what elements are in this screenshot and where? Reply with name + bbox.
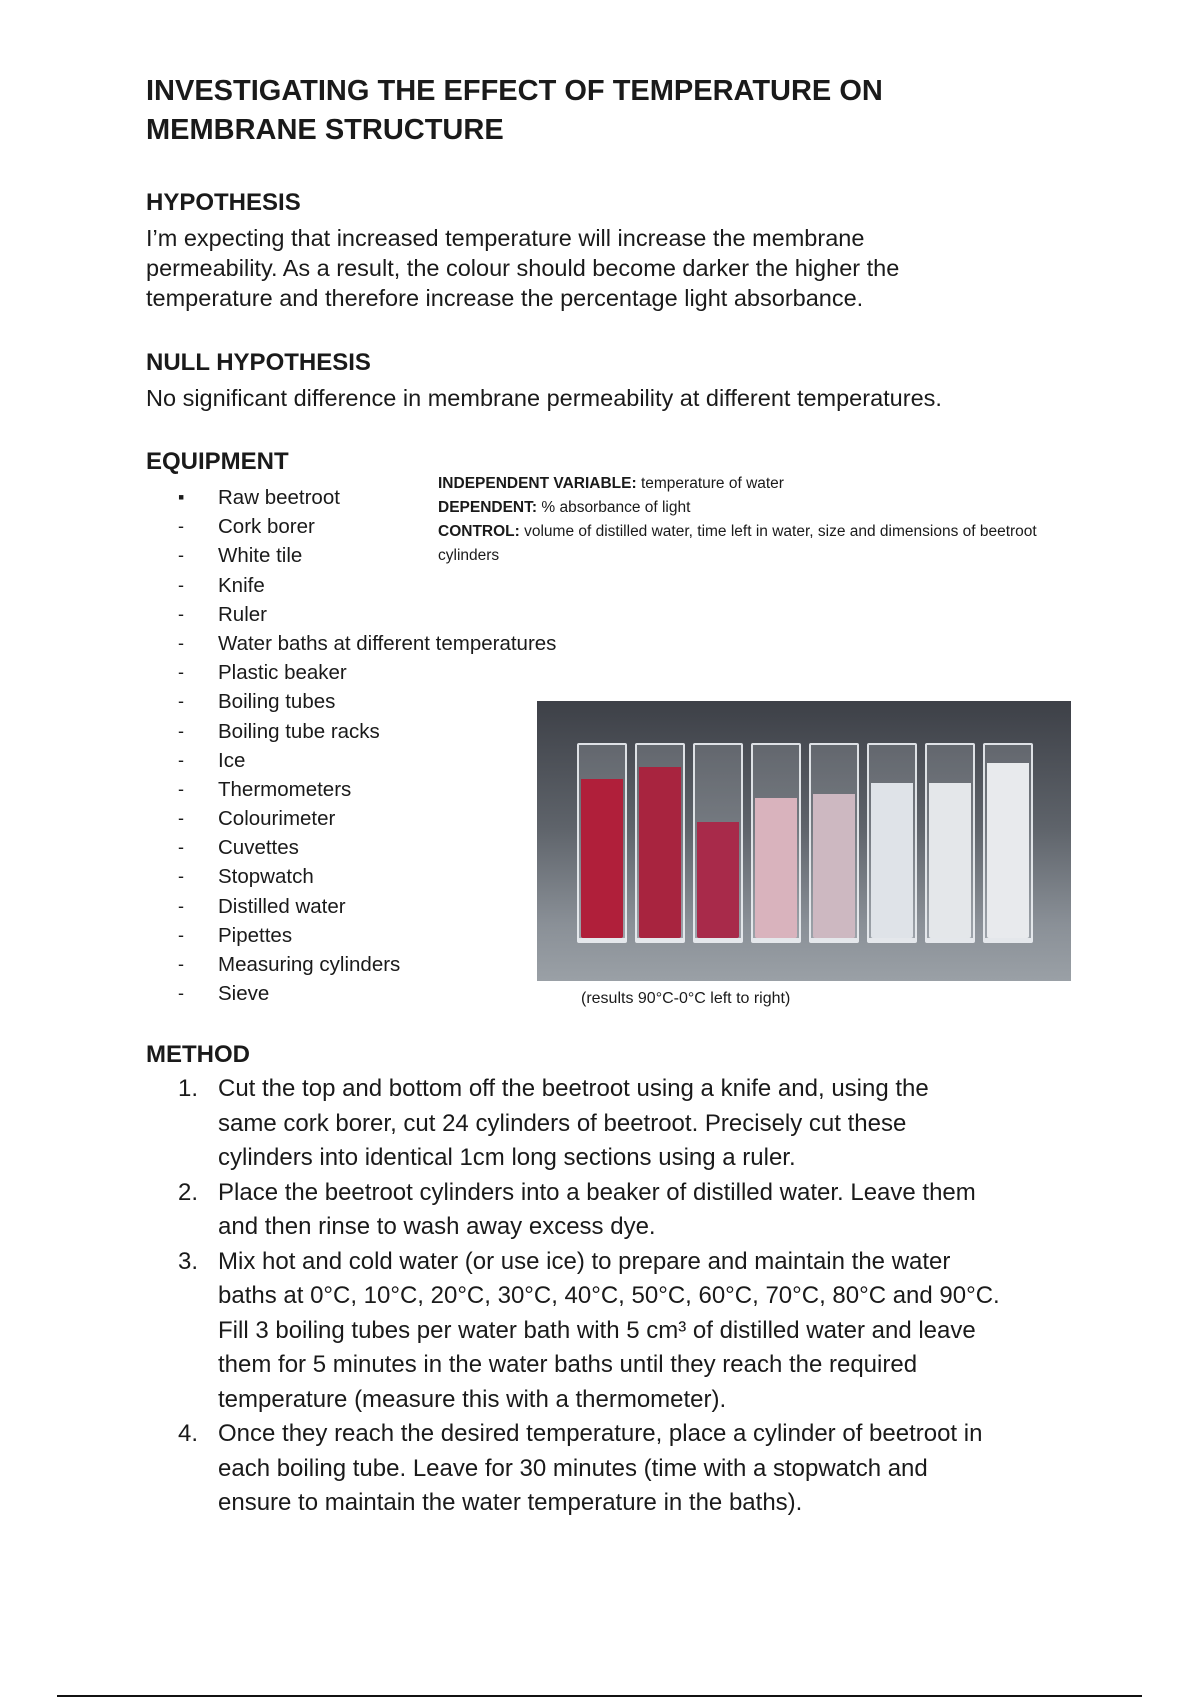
- equipment-item-label: Distilled water: [218, 894, 346, 918]
- bullet-dash: -: [178, 632, 184, 653]
- title-line: MEMBRANE STRUCTURE: [146, 114, 504, 146]
- equipment-item: [178, 571, 556, 600]
- control-variables-value: volume of distilled water, time left in water, size and dimensions of beetroot: [524, 523, 1037, 540]
- method-step-line: Cut the top and bottom off the beetroot using a knife and, using the: [218, 1075, 929, 1102]
- cuvette-results-photo: [537, 701, 1071, 981]
- method-step-number: 1.: [178, 1075, 199, 1102]
- hypothesis-heading: HYPOTHESIS: [146, 189, 301, 216]
- equipment-item-label: White tile: [218, 544, 303, 568]
- cuvette-liquid: [929, 783, 971, 938]
- bullet-dash: -: [178, 574, 184, 595]
- cuvette-liquid: [987, 763, 1029, 938]
- method-step: [178, 1245, 1078, 1418]
- equipment-item-label: Stopwatch: [218, 865, 314, 889]
- dependent-variable-value: % absorbance of light: [541, 499, 691, 516]
- method-step-line: and then rinse to wash away excess dye.: [218, 1213, 656, 1240]
- bullet-dash: -: [178, 662, 184, 683]
- equipment-item-label: Raw beetroot: [218, 486, 340, 509]
- equipment-item-label: Plastic beaker: [218, 661, 347, 685]
- bullet-dash: -: [178, 691, 184, 712]
- equipment-item: [178, 833, 556, 862]
- photo-caption: (results 90°C-0°C left to right): [581, 990, 791, 1007]
- method-step: [178, 1417, 1078, 1521]
- cuvette: [809, 743, 859, 943]
- method-step-line: temperature (measure this with a thermometer).: [218, 1385, 727, 1413]
- equipment-item: [178, 746, 556, 775]
- equipment-item: [178, 629, 556, 658]
- cuvette-liquid: [639, 767, 681, 938]
- independent-variable-label: INDEPENDENT VARIABLE:: [438, 475, 637, 492]
- hypothesis-line: I’m expecting that increased temperature will increase the membrane: [146, 225, 865, 251]
- cuvette: [635, 743, 685, 943]
- dependent-variable-label: DEPENDENT:: [438, 499, 538, 516]
- hypothesis-text: [146, 223, 1076, 313]
- bullet-dash: -: [178, 545, 184, 566]
- equipment-item-label: Pipettes: [218, 923, 293, 947]
- bullet-dash: -: [178, 808, 184, 829]
- equipment-item: [178, 717, 556, 746]
- bullet-dash: -: [178, 924, 184, 945]
- page-title: [146, 72, 1046, 150]
- method-step: [178, 1072, 1078, 1176]
- equipment-item-label: Sieve: [218, 982, 270, 1006]
- bullet-dash: -: [178, 837, 184, 858]
- control-variables-continued: cylinders: [438, 547, 500, 564]
- cuvette: [577, 743, 627, 943]
- equipment-item-label: Thermometers: [218, 777, 352, 801]
- method-step-number: 4.: [178, 1420, 199, 1447]
- equipment-item-label: Cork borer: [218, 515, 315, 539]
- bullet-dash: -: [178, 749, 184, 770]
- equipment-list: [178, 483, 556, 1008]
- method-heading: METHOD: [146, 1041, 250, 1068]
- cuvette-liquid: [871, 783, 913, 938]
- equipment-item: [178, 600, 556, 629]
- equipment-item: [178, 979, 556, 1008]
- equipment-item: [178, 862, 556, 891]
- page-divider: [57, 1695, 1142, 1697]
- method-step-number: 3.: [178, 1247, 199, 1275]
- null-hypothesis-heading: NULL HYPOTHESIS: [146, 349, 371, 376]
- cuvette-liquid: [581, 779, 623, 938]
- method-step-number: 2.: [178, 1178, 199, 1206]
- method-step-line: Mix hot and cold water (or use ice) to prepare and maintain the water: [218, 1247, 951, 1275]
- title-line: INVESTIGATING THE EFFECT OF TEMPERATURE ON: [146, 75, 883, 107]
- bullet-dash: -: [178, 954, 184, 974]
- equipment-item: [178, 950, 556, 979]
- method-step-line: each boiling tube. Leave for 30 minutes (time with a stopwatch and: [218, 1454, 928, 1482]
- bullet-dash: -: [178, 866, 184, 887]
- equipment-item-label: Ruler: [218, 602, 267, 626]
- equipment-item-label: Knife: [218, 573, 265, 597]
- equipment-item-label: Ice: [218, 748, 246, 772]
- bullet-dash: -: [178, 603, 184, 624]
- equipment-item-label: Cuvettes: [218, 836, 299, 860]
- cuvette-liquid: [697, 822, 739, 938]
- bullet-dash: -: [178, 720, 184, 741]
- cuvette: [751, 743, 801, 943]
- method-step-line: ensure to maintain the water temperature in the baths).: [218, 1489, 803, 1516]
- bullet-dash: ▪: [178, 487, 185, 507]
- method-step-line: same cork borer, cut 24 cylinders of beetroot. Precisely cut these: [218, 1109, 907, 1137]
- equipment-item: [178, 483, 556, 512]
- equipment-item: [178, 892, 556, 921]
- method-step-line: cylinders into identical 1cm long sections using a ruler.: [218, 1144, 796, 1171]
- equipment-item-label: Measuring cylinders: [218, 953, 401, 976]
- independent-variable-value: temperature of water: [640, 475, 784, 492]
- hypothesis-line: permeability. As a result, the colour should become darker the higher the: [146, 255, 900, 281]
- equipment-item: [178, 687, 556, 716]
- equipment-item: [178, 921, 556, 950]
- hypothesis-line: temperature and therefore increase the percentage light absorbance.: [146, 285, 864, 311]
- equipment-item-label: Colourimeter: [218, 807, 336, 831]
- equipment-item: [178, 541, 556, 570]
- method-step: [178, 1176, 1078, 1245]
- control-variables-label: CONTROL:: [438, 523, 520, 540]
- equipment-item-label: Water baths at different temperatures: [218, 631, 557, 655]
- method-step-line: Place the beetroot cylinders into a beaker of distilled water. Leave them: [218, 1178, 976, 1206]
- method-step-line: Fill 3 boiling tubes per water bath with 5 cm³ of distilled water and leave: [218, 1316, 976, 1344]
- equipment-item-label: Boiling tube racks: [218, 719, 380, 743]
- bullet-dash: -: [178, 895, 184, 916]
- cuvette: [925, 743, 975, 943]
- null-hypothesis-text: No significant difference in membrane permeability at different temperatures.: [146, 385, 942, 411]
- method-step-line: baths at 0°C, 10°C, 20°C, 30°C, 40°C, 50°C, 60°C, 70°C, 80°C and 90°C.: [218, 1282, 1000, 1309]
- method-step-line: Once they reach the desired temperature, place a cylinder of beetroot in: [218, 1420, 983, 1447]
- equipment-item-label: Boiling tubes: [218, 690, 336, 714]
- equipment-item: [178, 658, 556, 687]
- method-steps: [178, 1072, 1078, 1521]
- equipment-heading: EQUIPMENT: [146, 448, 289, 475]
- method-step-line: them for 5 minutes in the water baths until they reach the required: [218, 1351, 918, 1378]
- bullet-dash: -: [178, 516, 184, 537]
- equipment-item: [178, 804, 556, 833]
- bullet-dash: -: [178, 778, 184, 799]
- cuvette: [983, 743, 1033, 943]
- cuvette-liquid: [755, 798, 797, 938]
- equipment-item: [178, 512, 556, 541]
- bullet-dash: -: [178, 983, 184, 1004]
- cuvette: [693, 743, 743, 943]
- cuvette-liquid: [813, 794, 855, 938]
- equipment-item: [178, 775, 556, 804]
- cuvette: [867, 743, 917, 943]
